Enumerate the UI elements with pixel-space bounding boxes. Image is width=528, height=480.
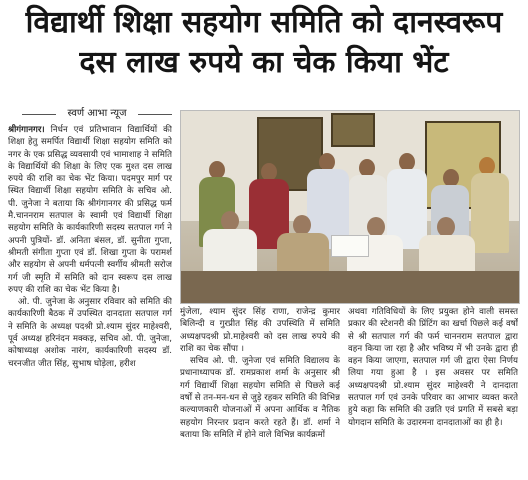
wall-small-frame [331,113,375,147]
byline: स्वर्ण आभा न्यूज [22,106,172,122]
seated-person-head [367,217,385,237]
seated-person-head [293,215,311,235]
headline-line-1: विद्यार्थी शिक्षा सहयोग समिति को दानस्वरूप [25,5,503,40]
right-paragraph-1: अथवा गतिविधियों के लिए प्रयुक्त होने वाली समस्त प्रकार की स्टेशनरी की प्रिंटिंग का खर्चा पिछले कई वर्षों से श्री सतपाल गर्ग की फर्म चाननराम सतपाल द्वारा वहन किया जा रहा है और भविष्य में भी उनके द्वारा ही वहन किया जाएगा, सतपाल गर्ग जी द्वारा ऐसा निर्णय लिया गया हुआ है । इस अवसर पर समिति अध्यक्षपदश्री प्रो.श्याम सुंदर माहेश्वरी ने दानदाता सतपाल गर्ग एवं उनके परिवार का आभार व्यक्त करते हुये कहा कि समिति की उन्नति एवं प्रगति में सबसे बड़ा योगदान समिति के उदारमना दानदाताओं का ही है। [348,307,518,428]
person [471,173,509,253]
article-column-middle [180,306,340,476]
middle-paragraph-2: सचिव ओ. पी. जुनेजा एवं समिति विद्यालय के प्रधानाध्यापक डॉ. रामप्रकाश शर्मा के अनुसार श्री गर्ग विद्यार्थी शिक्षा सहयोग समिति से पिछले कई वर्षों से तन-मन-धन से जुड़े रहकर समिति की विभिन्न कल्याणकारी योजनाओं में अपना आर्थिक व नैतिक सहयोग निरन्तर प्रदान करते रहते हैं। डॉ. शर्मा ने बताया कि समिति में होने वाले विभिन्न कार्यक्रमों [180,356,340,440]
photo-table [181,271,519,303]
middle-paragraph-1: मुंजेला, श्याम सुंदर सिंह राणा, राजेन्द्र कुमार बिलिन्दी व गुरप्रीत सिंह की उपस्थिति में समिति अध्यक्षपदश्री प्रो.माहेश्वरी को दस लाख रुपये की राशि का चेक सौंपा । [180,307,340,354]
paragraph-1-text: निर्धन एवं प्रतिभावान विद्यार्थियों की शिक्षा हेतु समर्पित विद्यार्थी शिक्षा सहयोग समिति को नगर के एक प्रसिद्ध व्यवसायी एवं भामाशाह ने समिति के विद्यार्थियों की शिक्षा के लिए एक मुश्त दस लाख रुपये की राशि का चेक भेंट किया। पदमपुर मार्ग पर स्थित विद्यार्थी शिक्षा सहयोग समिति के सचिव ओ. पी. जुनेजा ने बताया कि श्रीगंगानगर की प्रसिद्ध फर्म मै.चाननराम सतपाल के स्वामी एवं विद्यार्थी शिक्षा सहयोग समिति के कार्यकारिणी सदस्य सतपाल गर्ग ने अपनी पुत्रियों- डॉ. अनिता बंसल, डॉ. सुनीता गुप्ता, श्रीमती संगीता गुप्ता एवं डॉ. शिखा गुप्ता के परामर्श और सहयोग से अपनी धर्मपत्नी स्वर्गीय श्रीमती सरोज गर्ग जी स्मृति में समिति को दान स्वरूप दस लाख रुपए की राशि का चेक भेंट किया है। [8,125,172,295]
article-column-left [8,124,172,476]
headline-line-2: दस लाख रुपये का चेक किया भेंट [79,45,449,80]
paragraph-2: ओ. पी. जुनेजा के अनुसार रविवार को समिति की कार्यकारिणी बैठक में उपस्थित दानदाता सतपाल गर्ग ने समिति के अध्यक्ष पदश्री प्रो.श्याम सुंदर माहेश्वरी, पूर्व अध्यक्ष हरिनंदन मक्कड़, सचिव ओ. पी. जुनेजा, कोषाध्यक्ष अशोक नारंग, कार्यकारिणी सदस्य डॉ. चरनजीत जीत सिंह, सुभाष घोड़ेला, हरीश [8,297,172,369]
news-photo [180,110,520,304]
article-column-right [348,306,518,476]
dateline: श्रीगंगानगर। [8,125,45,135]
seated-person-head [221,211,239,231]
seated-person-head [437,217,455,237]
cheque [331,235,369,257]
paragraph-1 [8,124,172,296]
